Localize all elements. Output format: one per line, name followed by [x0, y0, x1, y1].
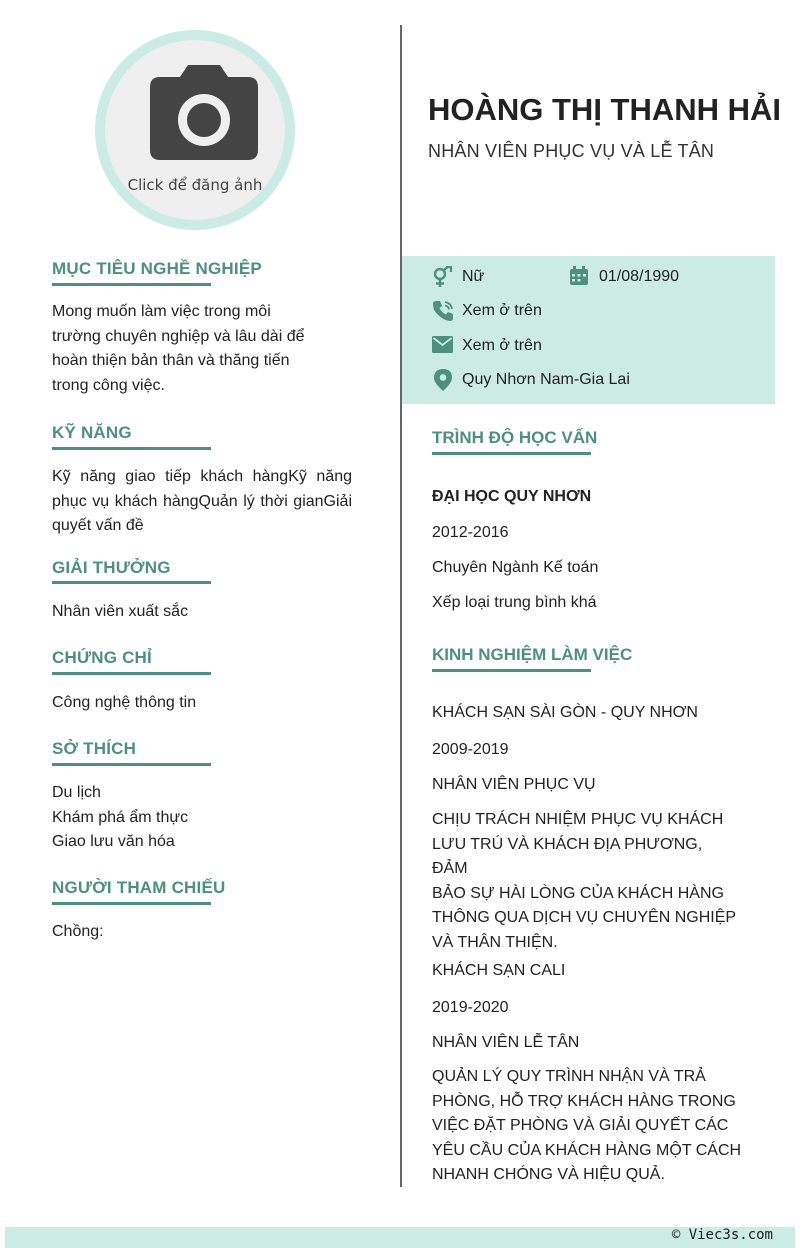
job-description: [432, 1065, 742, 1188]
hobbies-list: [52, 781, 352, 855]
education-grade: Xếp loại trung bình khá: [432, 594, 597, 611]
camera-icon: [150, 65, 258, 160]
gender-icon: [432, 266, 454, 288]
objective-line: trong công việc.: [52, 376, 165, 394]
education-school: ĐẠI HỌC QUY NHƠN: [432, 488, 592, 505]
job-role: NHÂN VIÊN LỄ TÂN: [432, 1034, 580, 1051]
awards-title: GIẢI THƯỞNG: [52, 558, 171, 577]
job-description-line: YÊU CẦU CỦA KHÁCH HÀNG MỘT CÁCH: [432, 1141, 742, 1159]
references-underline: [52, 902, 211, 905]
job-description-line: CHỊU TRÁCH NHIỆM PHỤC VỤ KHÁCH: [432, 811, 724, 828]
skills-text: Kỹ năng giao tiếp khách hàngKỹ năng phục vụ khách hàngQuản lý thời gianGiải quyết vấn đề: [52, 468, 352, 534]
job-description-line: VIỆC ĐẶT PHÒNG VÀ GIẢI QUYẾT CÁC: [432, 1117, 729, 1134]
candidate-position: NHÂN VIÊN PHỤC VỤ VÀ LỄ TÂN: [428, 141, 715, 161]
job-description-line: VÀ THÂN THIỆN.: [432, 933, 558, 951]
job-role: NHÂN VIÊN PHỤC VỤ: [432, 776, 596, 793]
experience-underline: [432, 669, 591, 672]
job-years: 2019-2020: [432, 999, 509, 1016]
references-text: Chồng:: [52, 923, 104, 940]
job-company: KHÁCH SẠN SÀI GÒN - QUY NHƠN: [432, 704, 698, 721]
objective-line: trường chuyên nghiệp và lâu dài để: [52, 327, 305, 345]
avatar-upload[interactable]: [95, 30, 295, 230]
calendar-icon: [569, 266, 589, 286]
job-description-line: BẢO SỰ HÀI LÒNG CỦA KHÁCH HÀNG: [432, 884, 724, 902]
phone-icon: [432, 300, 454, 322]
phone-value[interactable]: Xem ở trên: [462, 302, 542, 319]
awards-text: Nhân viên xuất sắc: [52, 603, 189, 620]
objective-text: [52, 300, 352, 398]
email-value[interactable]: Xem ở trên: [462, 337, 542, 354]
email-icon: [432, 336, 453, 353]
awards-underline: [52, 581, 211, 584]
hobby-item: Giao lưu văn hóa: [52, 833, 175, 850]
avatar-placeholder: [105, 40, 285, 220]
address-value: Quy Nhơn Nam-Gia Lai: [462, 371, 630, 388]
education-years: 2012-2016: [432, 524, 509, 541]
certificates-underline: [52, 672, 211, 675]
job-description: [432, 808, 742, 955]
job-description-line: NHANH CHÓNG VÀ HIỆU QUẢ.: [432, 1166, 665, 1183]
job-description-line: PHÒNG, HỖ TRỢ KHÁCH HÀNG TRONG: [432, 1092, 736, 1110]
footer-bar: [5, 1227, 795, 1248]
objective-line: hoàn thiện bản thân và thăng tiến: [52, 352, 290, 369]
education-underline: [432, 452, 591, 455]
skills-underline: [52, 447, 211, 450]
skills-title: KỸ NĂNG: [52, 423, 132, 442]
references-title: NGƯỜI THAM CHIẾU: [52, 878, 226, 897]
avatar-upload-label[interactable]: Click để đăng ảnh: [127, 176, 263, 194]
job-description-line: THÔNG QUA DỊCH VỤ CHUYÊN NGHIỆP: [432, 909, 737, 926]
experience-title: KINH NGHIỆM LÀM VIỆC: [432, 645, 633, 664]
objective-underline: [52, 283, 211, 286]
hobby-item: Khám phá ẩm thực: [52, 808, 189, 826]
job-description-line: QUẢN LÝ QUY TRÌNH NHẬN VÀ TRẢ: [432, 1068, 706, 1085]
hobby-item: Du lịch: [52, 784, 101, 801]
job-years: 2009-2019: [432, 741, 509, 758]
certificates-text: Công nghệ thông tin: [52, 694, 197, 711]
location-icon: [434, 369, 452, 391]
job-description-line: LƯU TRÚ VÀ KHÁCH ĐỊA PHƯƠNG, ĐẢM: [432, 835, 703, 877]
hobbies-title: SỞ THÍCH: [52, 739, 137, 758]
hobbies-underline: [52, 763, 211, 766]
candidate-name: HOÀNG THỊ THANH HẢI: [428, 92, 782, 127]
objective-line: Mong muốn làm việc trong môi: [52, 303, 271, 320]
education-title: TRÌNH ĐỘ HỌC VẤN: [432, 428, 598, 447]
footer-copyright[interactable]: © Viec3s.com: [671, 1227, 773, 1243]
job-company: KHÁCH SẠN CALI: [432, 962, 566, 979]
birthday-value: 01/08/1990: [599, 268, 680, 285]
column-divider: [400, 25, 402, 1187]
gender-value: Nữ: [462, 268, 485, 285]
certificates-title: CHỨNG CHỈ: [52, 648, 152, 667]
objective-title: MỤC TIÊU NGHỀ NGHIỆP: [52, 259, 262, 278]
education-major: Chuyên Ngành Kế toán: [432, 559, 599, 576]
